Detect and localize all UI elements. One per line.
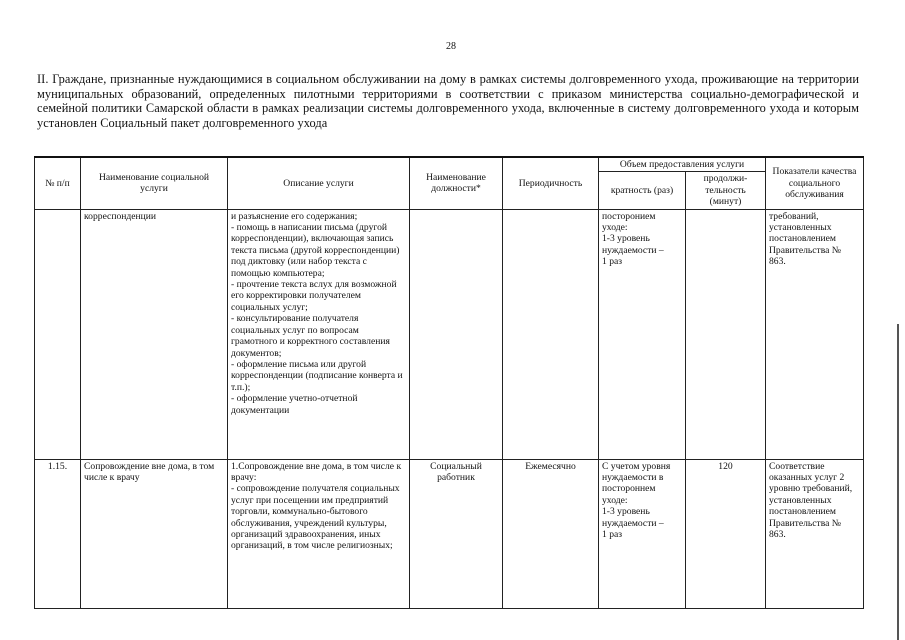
row-position <box>410 209 503 459</box>
header-duration: продолжи-тельность (минут) <box>686 172 766 209</box>
row-frequency: посторонием уходе: 1-3 уровень нуждаемости – 1 раз <box>599 209 686 459</box>
row-quality: Соответствие оказанных услуг 2 уровню требований, установленных постановлением Правительства № 863. <box>766 459 864 608</box>
header-description: Описание услуги <box>228 157 410 209</box>
row-periodicity: Ежемесячно <box>503 459 599 608</box>
row-service-name: корреспонденции <box>81 209 228 459</box>
header-frequency: кратность (раз) <box>599 172 686 209</box>
row-description: 1.Сопровождение вне дома, в том числе к врачу: - сопровождение получателя социальных услуг при посещении им предприятий торговли, коммунально-бытового обслуживания, учреждений культуры, организаций здравоохранения, иных организаций, в том числе религиозных; <box>228 459 410 608</box>
header-quality: Показатели качества социального обслуживания <box>766 157 864 209</box>
row-periodicity <box>503 209 599 459</box>
row-frequency: С учетом уровня нуждаемости в постороннем уходе: 1-3 уровень нуждаемости – 1 раз <box>599 459 686 608</box>
row-duration: 120 <box>686 459 766 608</box>
header-position: Наименование должности* <box>410 157 503 209</box>
row-num <box>35 209 81 459</box>
header-num: № п/п <box>35 157 81 209</box>
header-service-name: Наименование социальной услуги <box>81 157 228 209</box>
header-periodicity: Периодичность <box>503 157 599 209</box>
row-position: Социальный работник <box>410 459 503 608</box>
row-description: и разъяснение его содержания; - помощь в написании письма (другой корреспонденции), включающая запись текста письма (другой корреспонденции) под диктовку (или набор текста с помощью компьютера; - прочтение текста вслух для возможной его корректировки получателем социальных услуг; - консультирование получателя социальных услуг по вопросам грамотного и корректного составления документов; - оформление письма или другой корреспонденции (подписание конверта и т.п.); - оформление учетно-отчетной документации <box>228 209 410 459</box>
page-number: 28 <box>446 41 456 52</box>
services-table <box>34 156 864 609</box>
table-row <box>35 209 864 459</box>
row-num: 1.15. <box>35 459 81 608</box>
row-quality: требований, установленных постановлением Правительства № 863. <box>766 209 864 459</box>
row-service-name: Сопровождение вне дома, в том числе к врачу <box>81 459 228 608</box>
header-volume: Объем предоставления услуги <box>599 157 766 172</box>
section-heading: II. Граждане, признанные нуждающимися в социальном обслуживании на дому в рамках системы долговременного ухода, проживающие на территории муниципальных образований, определенных пилотными территориями в соответствии с приказом министерства социально-демографической и семейной политики Самарской области в рамках реализации системы долговременного ухода, включенные в систему долговременного ухода и которым установлен Социальный пакет долговременного ухода <box>37 72 859 130</box>
row-duration <box>686 209 766 459</box>
table-row <box>35 459 864 608</box>
table-header-row-1 <box>35 157 864 172</box>
scan-edge-line <box>897 324 899 640</box>
